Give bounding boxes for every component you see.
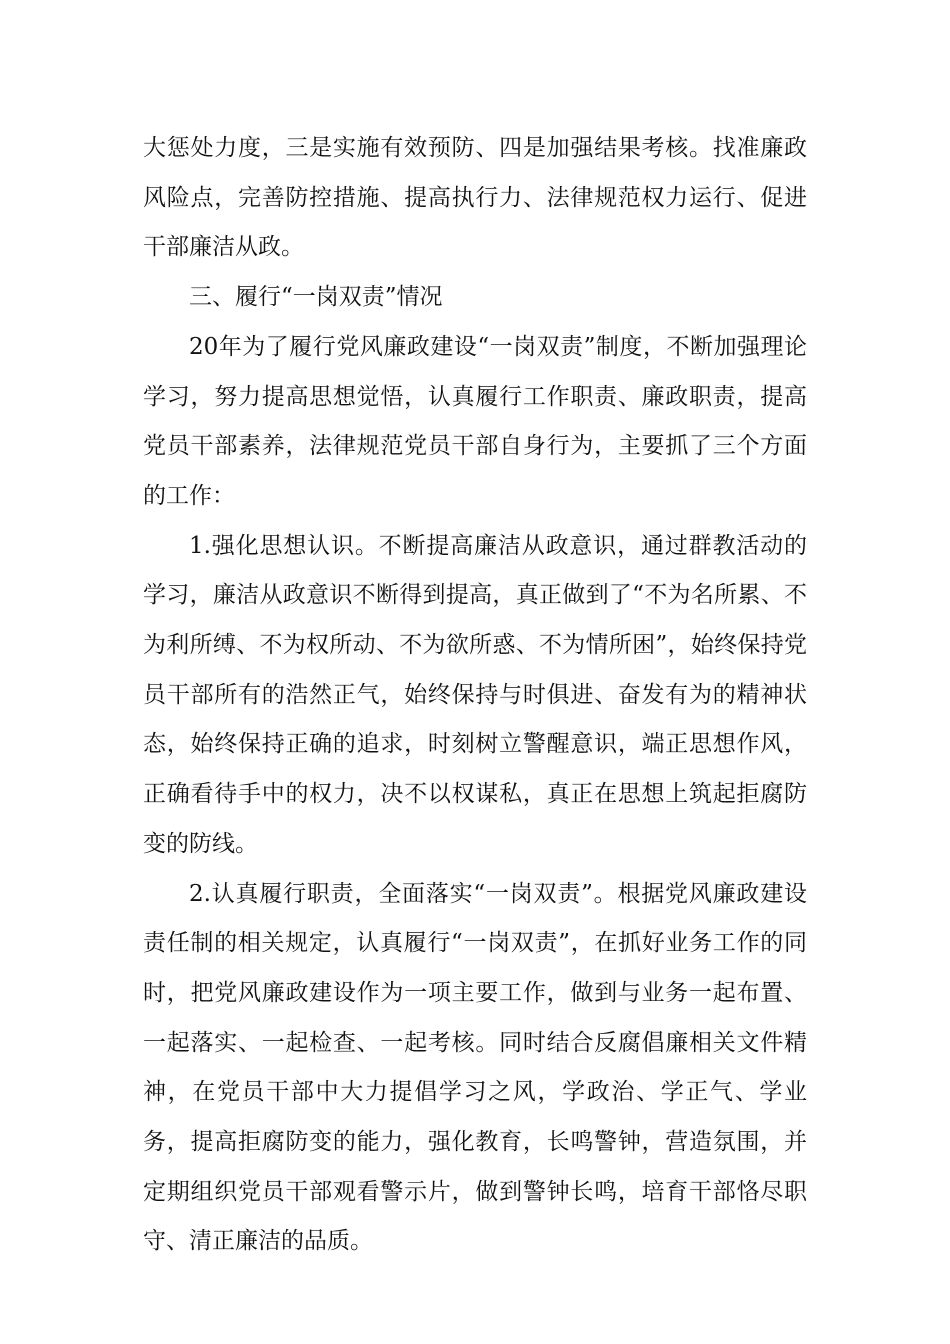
section-heading: 三、履行“一岗双责”情况 (189, 284, 443, 311)
paragraph-continuation: 大惩处力度，三是实施有效预防、四是加强结果考核。找准廉政风险点，完善防控措施、提高执行力、法律规范权力运行、促进干部廉洁从政。 (143, 135, 807, 261)
paragraph-item-2: 2.认真履行职责，全面落实“一岗双责”。根据党风廉政建设责任制的相关规定，认真履行“一岗双责”，在抓好业务工作的同时，把党风廉政建设作为一项主要工作，做到与业务一起布置、一起落实、一起检查、一起考核。同时结合反腐倡廉相关文件精神，在党员干部中大力提倡学习之风，学政治、学正气、学业务，提高拒腐防变的能力，强化教育，长鸣警钟，营造氛围，并定期组织党员干部观看警示片，做到警钟长鸣，培育干部恪尽职守、清正廉洁的品质。 (143, 880, 807, 1255)
document-body (143, 124, 807, 1267)
paragraph-item-1: 1.强化思想认识。不断提高廉洁从政意识，通过群教活动的学习，廉洁从政意识不断得到提高，真正做到了“不为名所累、不为利所缚、不为权所动、不为欲所惑、不为情所困”，始终保持党员干部所有的浩然正气，始终保持与时俱进、奋发有为的精神状态，始终保持正确的追求，时刻树立警醒意识，端正思想作风，正确看待手中的权力，决不以权谋私，真正在思想上筑起拒腐防变的防线。 (143, 532, 807, 857)
paragraph-intro: 20年为了履行党风廉政建设“一岗双责”制度，不断加强理论学习，努力提高思想觉悟，认真履行工作职责、廉政职责，提高党员干部素养，法律规范党员干部自身行为，主要抓了三个方面的工作： (143, 333, 807, 509)
